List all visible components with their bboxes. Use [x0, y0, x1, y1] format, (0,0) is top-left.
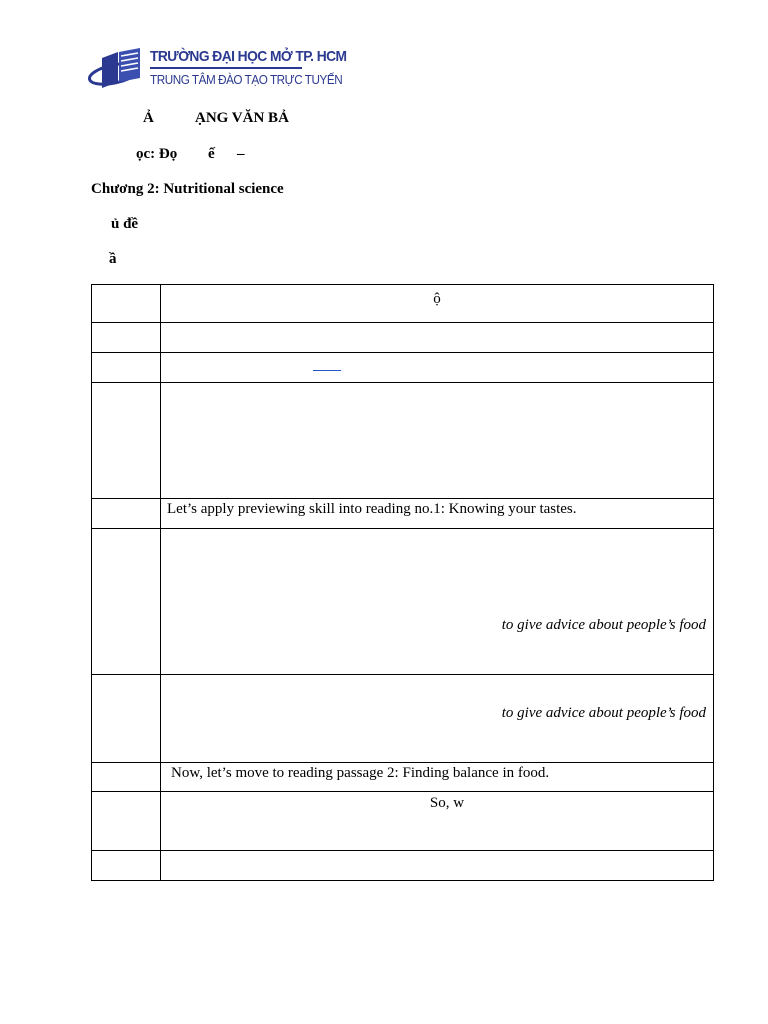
logo-center-name: TRUNG TÂM ĐÀO TẠO TRỰC TUYẾN [150, 72, 343, 87]
table-row [92, 499, 714, 529]
table-cell [161, 851, 714, 881]
table-cell [92, 353, 161, 383]
table-row [92, 353, 714, 383]
table-cell [161, 383, 714, 499]
table-row [92, 285, 714, 323]
content-table [91, 284, 714, 881]
hyperlink-underline[interactable] [313, 370, 341, 371]
table-row [92, 323, 714, 353]
table-row [92, 851, 714, 881]
table-row [92, 529, 714, 675]
doc-title-part-2: ẠNG VĂN BẢ [195, 110, 289, 126]
so-w-fragment: So, w [161, 792, 714, 851]
course-label: ọc: Đọ [136, 146, 178, 162]
table-row [92, 792, 714, 851]
reading-1-instruction: Let’s apply previewing skill into reading no.1: Knowing your tastes. [161, 499, 714, 529]
table-cell [92, 675, 161, 763]
table-cell [92, 285, 161, 323]
reading-2-instruction: Now, let’s move to reading passage 2: Finding balance in food. [161, 763, 714, 792]
table-cell [92, 323, 161, 353]
course-dash: – [237, 146, 245, 162]
chapter-title: Chương 2: Nutritional science [91, 181, 284, 197]
table-cell [92, 529, 161, 675]
part-label: ầ [109, 251, 117, 267]
table-cell [161, 323, 714, 353]
table-row [92, 675, 714, 763]
table-cell [161, 675, 714, 763]
university-logo [88, 44, 347, 96]
logo-divider [150, 67, 302, 69]
logo-university-name: TRƯỜNG ĐẠI HỌC MỞ TP. HCM [150, 48, 347, 65]
table-cell [92, 792, 161, 851]
table-cell [92, 763, 161, 792]
table-cell [161, 529, 714, 675]
book-emblem-icon [88, 44, 150, 96]
doc-title-part-1: Ả [143, 110, 154, 126]
table-row [92, 763, 714, 792]
course-name-fragment: ế [208, 146, 215, 162]
table-row [92, 383, 714, 499]
table-cell [92, 383, 161, 499]
table-cell [161, 353, 714, 383]
italic-note-2: to give advice about people’s food [501, 705, 706, 721]
table-cell [92, 851, 161, 881]
italic-note-1: to give advice about people’s food [501, 617, 706, 633]
table-header-cell: ộ [161, 285, 714, 323]
table-cell [92, 499, 161, 529]
topic-label: ủ đề [111, 216, 139, 232]
